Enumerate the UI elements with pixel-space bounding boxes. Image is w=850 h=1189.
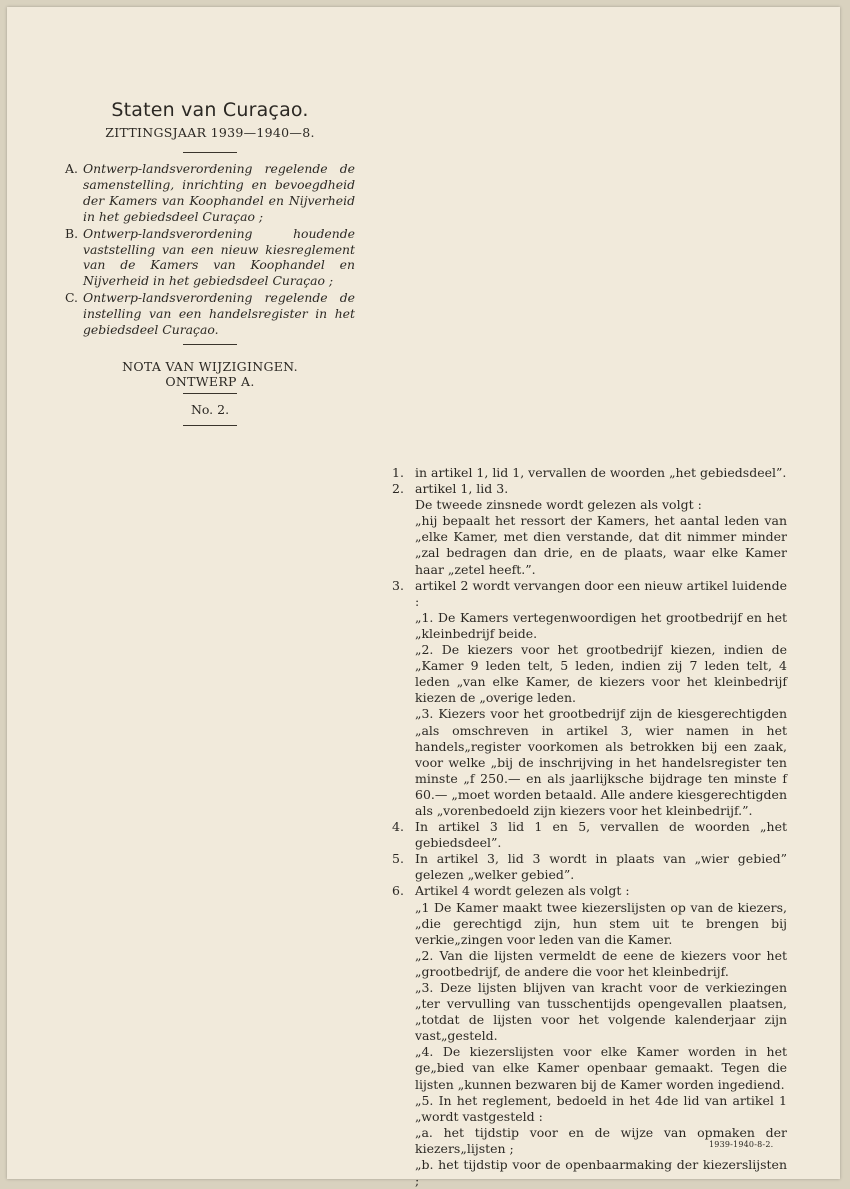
- draft-text: Ontwerp-landsverordening houdende vaststelling van een nieuw kiesreglement van de Kamers van Koophandel en Nijverheid in het gebiedsdeel Curaçao ;: [83, 225, 355, 289]
- divider: [183, 425, 237, 426]
- amendment-number: 5.: [392, 851, 404, 867]
- amendment-paragraph: „1. De Kamers vertegenwoordigen het grootbedrijf en het „kleinbedrijf beide.: [415, 609, 787, 641]
- draft-text: Ontwerp-landsverordening regelende de instelling van een handelsregister in het gebiedsdeel Curaçao.: [83, 290, 355, 338]
- amendment-paragraph: „2. De kiezers voor het grootbedrijf kiezen, indien de „Kamer 9 leden telt, 5 leden, indien zij 7 leden telt, 4 leden „van elke Kamer, de kiezers voor het kleinbedrijf kiezen de „overige leden.: [415, 642, 787, 706]
- draft-item: [65, 290, 355, 338]
- amendment-number: 1.: [392, 465, 404, 480]
- amendment-paragraph: In artikel 3 lid 1 en 5, vervallen de woorden „het gebiedsdeel”.: [415, 819, 787, 851]
- draft-text: Ontwerp-landsverordening regelende de samenstelling, inrichting en bevoegdheid der Kamers van Koophandel en Nijverheid in het gebiedsdeel Curaçao ;: [83, 161, 355, 224]
- amendment-paragraph: „3. Kiezers voor het grootbedrijf zijn de kiesgerechtigden „als omschreven in artikel 3, wier namen in het handels„register voorkomen als betrokken bij een zaak, voor welke „bij de inschrijving in het handelsregister ten minste „f 250.— en als jaarlijksche bijdrage ten minste f 60.— „moet worden betaald. Alle andere kiesgerechtigden als „vorenbedoeld zijn kiezers voor het kleinbedrijf.”.: [415, 706, 787, 818]
- amendment-paragraph: „4. De kiezerslijsten voor elke Kamer worden in het ge„bied van elke Kamer openbaar gemaakt. Tegen die lijsten „kunnen bezwaren bij de Kamer worden ingediend.: [415, 1044, 787, 1092]
- divider: [183, 393, 237, 394]
- draft-item: [65, 161, 355, 225]
- draft-item: [65, 226, 355, 290]
- amendment-item: [392, 465, 787, 481]
- amendment-paragraph: „a. het tijdstip voor en de wijze van opmaken der kiezers„lijsten ;: [415, 1124, 787, 1156]
- session-year: ZITTINGSJAAR 1939—1940—8.: [105, 125, 315, 140]
- amendment-paragraph: „1 De Kamer maakt twee kiezerslijsten op van de kiezers, „die gerechtigd zijn, hun stem uit te brengen bij verkie„zingen voor leden van die Kamer.: [415, 899, 787, 947]
- amendment-content: [415, 578, 787, 819]
- nota-title: NOTA VAN WIJZIGINGEN.: [122, 358, 298, 374]
- divider: [183, 152, 237, 153]
- amendment-paragraph: In artikel 3, lid 3 wordt in plaats van „wier gebied” gelezen „welker gebied”.: [415, 851, 787, 883]
- amendment-number: 6.: [392, 883, 404, 899]
- amendment-paragraph: artikel 2 wordt vervangen door een nieuw artikel luidende :: [415, 577, 787, 609]
- amendment-paragraph: „b. het tijdstip voor de openbaarmaking der kiezerslijsten ;: [415, 1157, 787, 1189]
- amendment-content: [415, 851, 787, 883]
- divider: [183, 344, 237, 345]
- document-page: [7, 7, 840, 1189]
- amendment-paragraph: „2. Van die lijsten vermeldt de eene de kiezers voor het „grootbedrijf, de andere die voor het kleinbedrijf.: [415, 947, 787, 979]
- amendment-paragraph: in artikel 1, lid 1, vervallen de woorden „het gebiedsdeel”.: [415, 465, 787, 480]
- draft-letter: B.: [65, 225, 79, 241]
- amendment-content: [415, 465, 787, 481]
- nota-heading: [65, 359, 355, 389]
- amendment-paragraph: Artikel 4 wordt gelezen als volgt :: [415, 883, 630, 899]
- nota-subtitle: ONTWERP A.: [165, 373, 255, 389]
- amendment-paragraph: „3. Deze lijsten blijven van kracht voor de verkiezingen „ter vervulling van tusschentijds opengevallen plaatsen, „totdat de lijsten voor het volgende kalenderjaar zijn vast„gesteld.: [415, 980, 787, 1044]
- amendment-paragraph: artikel 1, lid 3.: [415, 481, 509, 497]
- page-title: Staten van Curaçao.: [111, 99, 309, 121]
- draft-letter: A.: [65, 161, 78, 176]
- amendment-content: [415, 481, 787, 578]
- amendment-item: [392, 819, 787, 851]
- draft-letter: C.: [65, 290, 78, 306]
- amendment-number: 2.: [392, 481, 404, 497]
- nota-number: No. 2.: [190, 401, 230, 417]
- amendment-item: [392, 578, 787, 819]
- document-code: 1939-1940-8-2.: [709, 1140, 774, 1149]
- amendment-number: 3.: [392, 577, 404, 593]
- draft-list: [65, 161, 355, 338]
- amendment-paragraph: De tweede zinsnede wordt gelezen als volgt :: [415, 497, 702, 513]
- amendment-paragraph: „hij bepaalt het ressort der Kamers, het aantal leden van „elke Kamer, met dien verstande, dat dit nimmer minder „zal bedragen dan drie, en de plaats, waar elke Kamer haar „zetel heeft.”.: [415, 513, 787, 577]
- header-block: [65, 99, 355, 426]
- amendment-list: [392, 465, 787, 1189]
- amendment-number: 4.: [392, 819, 404, 835]
- amendment-item: [392, 851, 787, 883]
- amendment-item: [392, 481, 787, 578]
- amendment-content: [415, 819, 787, 851]
- amendment-paragraph: „5. In het reglement, bedoeld in het 4de lid van artikel 1 „wordt vastgesteld :: [415, 1092, 787, 1124]
